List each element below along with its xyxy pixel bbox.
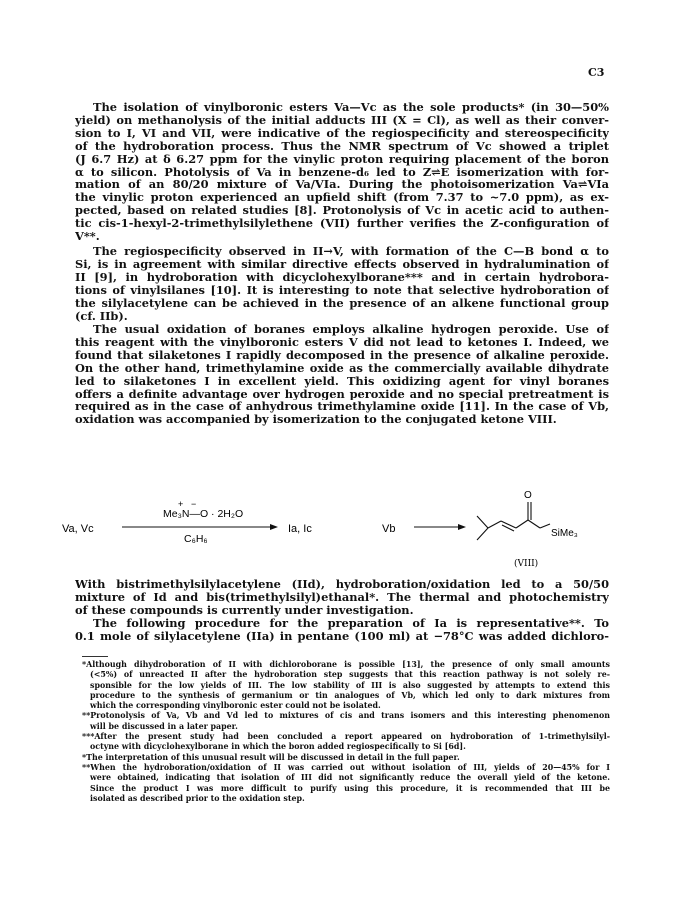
- text-line: 0.1 mole of silylacetylene (IIa) in pentane (100 ml) at −78°C was added dichloro-: [75, 629, 609, 643]
- text-line: The following procedure for the preparation of Ia is representative**. To: [93, 617, 609, 630]
- text-line: the silylacetylene can be achieved in the presence of an alkene functional group: [75, 296, 609, 310]
- text-line: the vinylic proton experienced an upfield shift (from 7.37 to ~7.0 ppm), as ex-: [75, 191, 609, 205]
- reagent-label: Me₃N—O · 2H₂O: [163, 508, 244, 520]
- charge-plus: +: [178, 499, 184, 509]
- text-line: The isolation of vinylboronic esters Va—Vc as the sole products* (in 30—50%: [93, 101, 609, 114]
- text-line: required as in the case of anhydrous trimethylamine oxide [11]. In the case of Vb,: [75, 400, 609, 414]
- page-number: C3: [588, 66, 605, 79]
- text-line: (cf. IIb).: [75, 309, 128, 323]
- text-line: pected, based on related studies [8]. Protonolysis of Vc in acetic acid to authen-: [75, 204, 609, 218]
- text-line: The regiospecificity observed in II→V, with formation of the C—B bond α to: [93, 245, 609, 258]
- footnote-line: (<5%) of unreacted II after the hydroboration step suggests that this reaction pathway is not solely re-: [90, 670, 610, 680]
- text-line: of these compounds is currently under investigation.: [75, 603, 414, 617]
- reactants-label: Va, Vc: [62, 523, 94, 535]
- footnotes: [82, 660, 610, 804]
- text-line: V**.: [75, 230, 100, 243]
- footnote-rule: [82, 656, 108, 657]
- text-line: With bistrimethylsilylacetylene (IId), hydroboration/oxidation led to a 50/50: [75, 578, 609, 591]
- paragraph-isolation: [75, 101, 609, 243]
- paragraph-procedure: [75, 617, 609, 643]
- footnote-line: isolated as described prior to the oxidation step.: [90, 793, 305, 803]
- text-line: The usual oxidation of boranes employs alkaline hydrogen peroxide. Use of: [93, 323, 609, 336]
- text-line: Si, is in agreement with similar directive effects observed in hydralumination of: [75, 257, 609, 271]
- compound-label: (VIII): [514, 559, 539, 569]
- text-line: On the other hand, trimethylamine oxide as the commercially available dihydrate: [75, 361, 609, 375]
- reaction-scheme: [60, 480, 620, 570]
- text-line: of the hydroboration process. Thus the NMR spectrum of Vc showed a triplet: [75, 139, 609, 153]
- text-line: (J 6.7 Hz) at δ 6.27 ppm for the vinylic proton requiring placement of the boron: [75, 152, 609, 166]
- carbonyl-o-label: O: [524, 490, 532, 501]
- text-line: sion to I, VI and VII, were indicative of the regiospecificity and stereospecificity: [75, 126, 609, 140]
- text-line: tions of vinylsilanes [10]. It is interesting to note that selective hydroboration of: [75, 283, 609, 297]
- text-line: led to silaketones I in excellent yield. This oxidizing agent for vinyl boranes: [75, 374, 609, 388]
- vb-label: Vb: [382, 523, 396, 535]
- footnote-line: **Protonolysis of Va, Vb and Vd led to mixtures of cis and trans isomers and this interesting phenomenon: [82, 711, 610, 721]
- charge-minus: −: [191, 499, 197, 509]
- text-line: α to silicon. Photolysis of Va in benzene-d₆ led to Z⇌E isomerization with for-: [75, 165, 609, 179]
- isomerization-arrow-head: [458, 524, 466, 530]
- footnote-line: procedure to the synthesis of germanium or tin analogues of Vb, which led only to dark mixtures from: [90, 690, 610, 700]
- products-label: Ia, Ic: [288, 523, 312, 535]
- footnote-line: will be discussed in a later paper.: [90, 721, 238, 731]
- footnote-line: were obtained, indicating that isolation of III did not significantly reduce the overall yield of the ketone.: [90, 773, 610, 783]
- solvent-label: C₆H₆: [184, 533, 208, 545]
- footnote-line: *The interpretation of this unusual result will be discussed in detail in the full paper.: [82, 752, 460, 762]
- text-line: tic cis-1-hexyl-2-trimethylsilylethene (VII) further verifies the Z-configuration of: [75, 217, 609, 231]
- paragraph-bistrimethylsilyl: [75, 578, 609, 617]
- sime3-label: SiMe₃: [551, 528, 578, 539]
- text-line: found that silaketones I rapidly decomposed in the presence of alkaline peroxide.: [75, 348, 609, 362]
- footnote-line: which the corresponding vinylboronic ester could not be isolated.: [90, 701, 381, 711]
- ketone-viii-structure: [477, 502, 550, 540]
- footnote-line: Since the product I was more difficult to purify using this procedure, it is recommended that III be: [90, 783, 610, 793]
- footnote-line: sponsible for the low yields of III. The low stability of III is also suggested by attempts to extend this: [90, 680, 610, 690]
- text-line: yield) on methanolysis of the initial adducts III (X = Cl), as well as their conver-: [75, 113, 609, 127]
- text-line: this reagent with the vinylboronic esters V did not lead to ketones I. Indeed, we: [75, 335, 609, 349]
- text-line: mation of an 80/20 mixture of Va/VIa. During the photoisomerization Va⇌VIa: [75, 178, 609, 192]
- footnote-line: ***After the present study had been concluded a report appeared on hydroboration of 1-trimethylsilyl-: [82, 732, 610, 742]
- text-line: oxidation was accompanied by isomerization to the conjugated ketone VIII.: [75, 413, 557, 427]
- text-line: mixture of Id and bis(trimethylsilyl)ethanal*. The thermal and photochemistry: [75, 590, 609, 604]
- footnote-line: **When the hydroboration/oxidation of II was carried out without isolation of III, yields of 20—45% for I: [82, 762, 610, 772]
- text-line: II [9], in hydroboration with dicyclohexylborane*** and in certain hydrobora-: [75, 270, 609, 284]
- paragraph-oxidation: [75, 323, 609, 426]
- footnote-line: octyne with dicyclohexylborane in which the boron added regiospecifically to Si [6d].: [90, 742, 466, 752]
- footnote-line: *Although dihydroboration of II with dichloroborane is possible [13], the presence of only small amounts: [82, 660, 610, 669]
- reaction-arrow-head: [270, 524, 278, 530]
- text-line: offers a definite advantage over hydrogen peroxide and no special pretreatment is: [75, 387, 609, 401]
- paragraph-regiospecificity: [75, 245, 609, 322]
